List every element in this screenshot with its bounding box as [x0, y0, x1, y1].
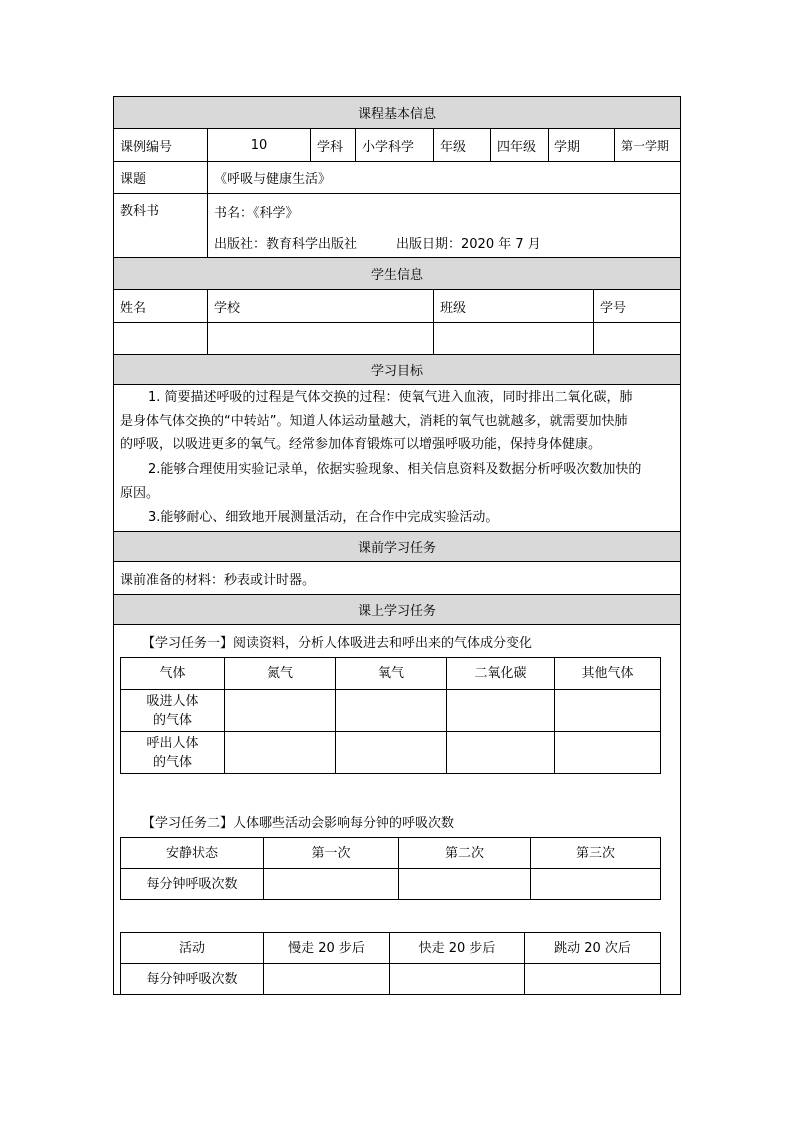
name-label: 姓名 [120, 300, 147, 316]
task1-row-inhaled-label-line-2: 的气体 [152, 712, 192, 728]
subject-value: 小学科学 [362, 139, 415, 155]
school-label: 学校 [214, 300, 241, 316]
course-info-header-label: 课程基本信息 [357, 107, 436, 122]
task1-title: 【学习任务一】阅读资料，分析人体吸进去和呼出来的气体成分变化 [142, 635, 533, 651]
objective-2-line-2: 原因。 [120, 485, 160, 501]
course-info-header [114, 97, 680, 129]
student-info-header-label: 学生信息 [370, 268, 423, 283]
task1-header-gas: 气体 [121, 658, 225, 690]
task2-input-cell[interactable] [264, 869, 399, 900]
task1-input-cell[interactable] [555, 732, 661, 774]
divider [114, 193, 680, 194]
task3-input-cell[interactable] [390, 964, 525, 995]
subject-label: 学科 [317, 139, 344, 155]
topic-label: 课题 [120, 171, 147, 187]
divider [310, 129, 311, 161]
task2-row-label: 每分钟呼吸次数 [121, 869, 264, 900]
student-no-label: 学号 [600, 300, 627, 316]
in-class-header [114, 594, 680, 625]
task1-table [120, 657, 661, 774]
objective-3 [120, 506, 676, 530]
task1-input-cell[interactable] [336, 690, 447, 732]
task1-header-co2: 二氧化碳 [447, 658, 555, 690]
grade-value: 四年级 [497, 139, 537, 155]
task3-row-label: 每分钟呼吸次数 [121, 964, 264, 995]
task1-row-exhaled-label [121, 732, 225, 774]
table-row [121, 690, 661, 732]
table-row [121, 732, 661, 774]
table-row [121, 658, 661, 690]
objective-2-line-1: 2.能够合理使用实验记录单，依据实验现象、相关信息资料及数据分析呼吸次数加快的 [148, 462, 642, 477]
task1-row-exhaled-label-line-2: 的气体 [152, 754, 192, 770]
task1-input-cell[interactable] [447, 690, 555, 732]
objective-1-line-1: 1. 简要描述呼吸的过程是气体交换的过程：使氧气进入血液，同时排出二氧化碳，肺 [148, 390, 633, 405]
task2-header-rest: 安静状态 [121, 838, 264, 869]
task1-input-cell[interactable] [225, 690, 336, 732]
task2-input-cell[interactable] [531, 869, 661, 900]
divider [548, 129, 549, 161]
task3-input-cell[interactable] [525, 964, 661, 995]
case-no-label: 课例编号 [120, 139, 173, 155]
publisher: 出版社：教育科学出版社 [214, 236, 358, 252]
table-row [121, 933, 661, 964]
pre-class-header [114, 531, 680, 562]
publish-date: 出版日期：2020 年 7 月 [396, 236, 541, 252]
lesson-plan-form [113, 96, 681, 995]
table-row [121, 838, 661, 869]
task1-row-inhaled-label-line-1: 吸进人体 [146, 693, 199, 709]
task1-row-inhaled-label [121, 690, 225, 732]
term-value: 第一学期 [621, 138, 670, 153]
divider [490, 129, 491, 161]
objective-3-line-1: 3.能够耐心、细致地开展测量活动，在合作中完成实验活动。 [148, 510, 499, 525]
book-name: 书名：《科学》 [214, 205, 299, 221]
student-no-input-cell[interactable] [594, 323, 680, 354]
task1-input-cell[interactable] [225, 732, 336, 774]
name-input-cell[interactable] [114, 323, 207, 354]
textbook-label: 教科书 [120, 203, 160, 219]
task3-header-jump: 跳动 20 次后 [525, 933, 661, 964]
objective-1 [120, 386, 676, 457]
task1-input-cell[interactable] [336, 732, 447, 774]
task3-input-cell[interactable] [264, 964, 390, 995]
task3-header-fast-walk: 快走 20 步后 [390, 933, 525, 964]
objective-2 [120, 458, 676, 505]
task1-input-cell[interactable] [555, 690, 661, 732]
task2-header-third: 第三次 [531, 838, 661, 869]
divider [355, 129, 356, 161]
task2-title: 【学习任务二】人体哪些活动会影响每分钟的呼吸次数 [142, 815, 455, 831]
task1-header-nitrogen: 氮气 [225, 658, 336, 690]
objectives-header [114, 354, 680, 385]
task1-header-other: 其他气体 [555, 658, 661, 690]
student-info-header [114, 257, 680, 290]
task3-header-slow-walk: 慢走 20 步后 [264, 933, 390, 964]
task1-header-oxygen: 氧气 [336, 658, 447, 690]
class-input-cell[interactable] [434, 323, 593, 354]
in-class-header-label: 课上学习任务 [357, 604, 436, 619]
case-no-value: 10 [250, 137, 268, 153]
task3-table [120, 932, 661, 995]
task2-header-first: 第一次 [264, 838, 399, 869]
objective-1-line-3: 的呼吸，以吸进更多的氧气。经常参加体育锻炼可以增强呼吸功能，保持身体健康。 [120, 437, 602, 452]
divider [614, 129, 615, 161]
class-label: 班级 [440, 300, 467, 316]
table-row [121, 964, 661, 995]
table-row [121, 869, 661, 900]
topic-value: 《呼吸与健康生活》 [214, 171, 332, 187]
task2-table [120, 837, 661, 900]
task2-input-cell[interactable] [399, 869, 531, 900]
pre-class-header-label: 课前学习任务 [357, 541, 436, 556]
task1-row-exhaled-label-line-1: 呼出人体 [146, 735, 199, 751]
school-input-cell[interactable] [208, 323, 433, 354]
task1-input-cell[interactable] [447, 732, 555, 774]
pre-class-materials: 课前准备的材料：秒表或计时器。 [120, 572, 316, 588]
grade-label: 年级 [440, 139, 467, 155]
task3-header-activity: 活动 [121, 933, 264, 964]
task2-header-second: 第二次 [399, 838, 531, 869]
divider [433, 129, 434, 161]
term-label: 学期 [554, 139, 581, 155]
objectives-header-label: 学习目标 [370, 364, 423, 379]
objective-1-line-2: 是身体气体交换的“中转站”。知道人体运动量越大，消耗的氧气也就越多，就需要加快肺 [120, 413, 628, 429]
